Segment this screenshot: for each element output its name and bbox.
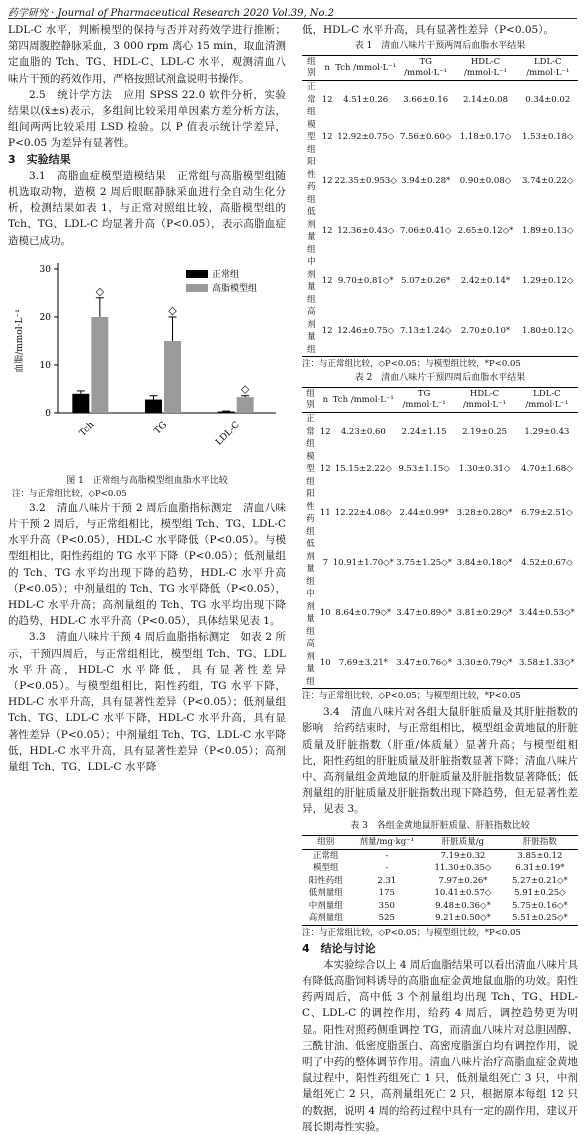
table-cell: 7.13±1.24◇ <box>399 325 452 336</box>
table-cell: 12 <box>321 175 333 186</box>
table-cell: 8.64±0.79◇* <box>335 607 392 618</box>
table-cell: 模型组 <box>312 863 339 874</box>
figure-note: 注：与正常组比较，◇P<0.05 <box>12 488 127 499</box>
table-cell: 高剂量组 <box>308 913 343 924</box>
bar <box>164 341 181 413</box>
table-cell: 3.66±0.16 <box>403 94 449 105</box>
table-cell: 模型组 <box>306 451 315 487</box>
table-row <box>302 638 578 689</box>
section-3-4: 3.4 清血八味片对各组大鼠肝脏质量及其肝脏指数的影响 给药结束时，与正常组相比，模型组金黄地鼠的肝脏质量及肝脏指数（肝重/体质量）显著升高；与模型组相比，阳性药组的肝脏质量及肝脏指数显著下降；清血八味片中、高剂量组金黄地鼠的肝脏质量及肝脏指数显著降低；低剂量组的肝脏质量及肝脏指数出现下降趋势，但无显著性差异，见表 3。 <box>302 706 578 816</box>
table-cell: 12 <box>319 426 331 437</box>
table-cell: 2.65±0.12◇* <box>457 225 514 236</box>
table-cell: - <box>385 863 389 874</box>
bar <box>145 399 162 412</box>
table-cell: 9.53±1.15◇ <box>398 464 450 475</box>
table-cell: 4.51±0.26 <box>343 94 389 105</box>
table-cell: 1.80±0.12◇ <box>521 325 574 336</box>
table-cell: 3.74±0.22◇ <box>521 175 574 186</box>
table-cell: 12.46±0.75◇ <box>337 325 395 336</box>
table-header-cell: Tch /mmol·L⁻¹ <box>332 394 394 405</box>
table-1 <box>302 55 578 357</box>
table-cell: 9.21±0.50◇* <box>435 913 491 924</box>
table-cell: 正常组 <box>306 414 315 450</box>
heading-conclusion: 4 结论与讨论 <box>302 941 376 955</box>
table-cell: 3.81±0.29◇* <box>456 607 513 618</box>
table-cell: 2.19±0.25 <box>462 426 508 437</box>
table-cell: 4.23±0.60 <box>340 426 386 437</box>
table-row <box>302 588 578 638</box>
table-row <box>302 206 578 256</box>
table-cell: 7 <box>322 557 329 568</box>
table-header-cell: HDL-C /mmol·L⁻¹ <box>463 389 507 411</box>
table-header-cell: TG /mmol·L⁻¹ <box>404 57 448 79</box>
paragraph-continued: 低，HDL-C 水平升高，具有显著性差异（P<0.05）。 <box>302 24 554 36</box>
table-cell: 3.84±0.18◇* <box>456 557 513 568</box>
table-cell: 10.91±1.70◇* <box>332 557 394 568</box>
table-cell: 3.44±0.53◇* <box>519 607 575 618</box>
table-header-cell: 剂量/mg·kg⁻¹ <box>359 836 415 847</box>
table-row <box>302 306 578 357</box>
table-cell: 2.31 <box>377 875 397 886</box>
table-row <box>302 81 578 119</box>
table-cell: 7.56±0.60◇ <box>399 132 452 143</box>
table-cell: 中剂量组 <box>307 257 316 305</box>
bar <box>237 397 254 413</box>
table-row <box>302 119 578 157</box>
table-cell: 中剂量组 <box>308 900 343 911</box>
table-cell: 3.47±0.76◇* <box>396 657 452 668</box>
table-cell: 12.92±0.75◇ <box>337 132 395 143</box>
table-cell: 5.51±0.25◇* <box>512 913 568 924</box>
legend-swatch <box>186 284 208 292</box>
table-cell: 正常组 <box>312 850 339 861</box>
table-row <box>302 451 578 489</box>
table-row <box>302 488 578 538</box>
table-cell: 12 <box>321 325 333 336</box>
bar <box>72 394 89 413</box>
table-cell: 12 <box>321 275 333 286</box>
table-cell: 12 <box>321 225 333 236</box>
table-cell: 2.70±0.10* <box>460 325 511 336</box>
table-cell: 10.41±0.57◇ <box>434 888 492 899</box>
table-cell: 3.58±1.33◇* <box>519 657 575 668</box>
table-cell: 2.14±0.08 <box>463 94 508 105</box>
table-cell: 10 <box>319 607 331 618</box>
x-tick-label: TG <box>152 419 170 437</box>
table-header-cell: n <box>324 62 330 73</box>
table-cell: 7.97±0.26* <box>438 875 488 886</box>
table-cell: 5.07±0.26* <box>401 275 451 286</box>
table-cell: 525 <box>378 913 395 924</box>
table-row <box>302 413 578 451</box>
table-3-note: 注：与正常组比较，◇P<0.05；与模型组比较，*P<0.05 <box>302 927 521 938</box>
table-header-cell: 组别 <box>307 57 316 79</box>
table-row <box>302 900 578 913</box>
table-cell: 7.19±0.32 <box>440 850 486 861</box>
y-tick-label: 0 <box>45 408 51 419</box>
y-tick-label: 30 <box>39 264 51 275</box>
table-2-title: 表 2 清血八味片干预四周后血脂水平结果 <box>354 373 526 384</box>
table-cell: 2.44±0.99* <box>399 507 449 518</box>
heading-results: 3 实验结果 <box>8 152 71 166</box>
table-cell: 9.48±0.36◇* <box>435 900 491 911</box>
table-1-note: 注：与正常组比较，◇P<0.05；与模型组比较，*P<0.05 <box>302 359 521 370</box>
figure-1 <box>8 255 286 475</box>
table-cell: 1.89±0.13◇ <box>521 225 574 236</box>
figure-caption: 图 1 正常组与高脂模型组血脂水平比较 <box>66 475 228 486</box>
table-cell: 中剂量组 <box>306 589 315 637</box>
legend-label: 正常组 <box>212 269 240 280</box>
table-cell: 10 <box>319 657 331 668</box>
section-2-5-statistics: 2.5 统计学方法 应用 SPSS 22.0 软件分析，实验结果以(x̄±s)表示，多组间比较采用单因素方差分析方法，组间两两比较采用 LSD 检验。以 P 值表示统计学差异，P<0.05 为差异有显著性。 <box>8 88 286 150</box>
table-row <box>302 875 578 888</box>
table-3-title: 表 3 各组金黄地鼠肝脏质量、肝脏指数比较 <box>350 820 530 831</box>
table-header-cell: Tch /mmol·L⁻¹ <box>335 62 397 73</box>
table-cell: 15.15±2.22◇ <box>334 464 392 475</box>
table-row <box>302 862 578 875</box>
table-cell: 12.36±0.43◇ <box>337 225 395 236</box>
table-cell: 3.30±0.79◇* <box>456 657 513 668</box>
conclusion-text: 本实验综合以上 4 周后血脂结果可以看出清血八味片具有降低高脂饲料诱导的高脂血症金黄地鼠血脂的功效。阳性药两周后，高中低 3 个剂量组均出现 Tch、TG、HDL-C、LDL-C 的调控作用，给药 4 周后，调控趋势更为明显。阳性对照药侧重调控 TG，而清血八味片对总胆固醇、三酰甘油、低密度脂蛋白、高密度脂蛋白均有调控作用，说明了中药的整体调节作用。清血八味片治疗高脂血症金黄地鼠过程中，阳性药组死亡 1 只，低剂量组死亡 3 只，中剂量组死亡 2 只，高剂量组死亡 2 只，根据原本每组 12 只的数据，说明 4 周的给药过程中具有一定的副作用，建议开展长期毒性实验。 <box>302 958 578 1133</box>
x-tick-label: Tch <box>77 419 97 439</box>
left-column <box>8 22 286 775</box>
table-cell: 低剂量组 <box>307 207 316 255</box>
table-cell: 175 <box>378 888 395 899</box>
table-row <box>302 849 578 862</box>
table-cell: 1.29±0.43 <box>524 426 570 437</box>
table-cell: 4.52±0.67◇ <box>521 557 573 568</box>
table-header-cell: 肝脏指数 <box>522 836 557 847</box>
table-cell: 高剂量组 <box>307 307 316 355</box>
table-cell: 5.27±0.21◇* <box>512 875 568 886</box>
running-header: 药学研究 · Journal of Pharmaceutical Research 2020 Vol.39, No.2 <box>8 8 334 19</box>
table-header-cell: LDL-C /mmol·L⁻¹ <box>526 57 570 79</box>
table-cell: 7.06±0.41◇ <box>399 225 452 236</box>
table-row <box>302 538 578 588</box>
table-cell: 6.31±0.19* <box>515 863 565 874</box>
table-cell: 11 <box>319 507 331 518</box>
bar <box>91 317 108 413</box>
table-1-title: 表 1 清血八味片干预两周后血脂水平结果 <box>354 41 526 52</box>
table-cell: 5.75±0.16◇* <box>512 900 568 911</box>
table-cell: 阳性药组 <box>307 157 316 205</box>
table-cell: 12.22±4.08◇ <box>334 507 392 518</box>
table-3 <box>302 835 578 926</box>
table-cell: 1.30±0.31◇ <box>458 464 511 475</box>
table-row <box>302 256 578 306</box>
bar-chart <box>8 255 286 475</box>
bar <box>218 411 235 412</box>
table-row <box>302 912 578 925</box>
legend-label: 高脂模型组 <box>212 283 258 294</box>
table-cell: 0.90±0.08◇ <box>459 175 512 186</box>
table-cell: 阳性药组 <box>308 875 343 886</box>
table-cell: 阳性药组 <box>306 489 315 537</box>
table-cell: 正常组 <box>307 82 316 118</box>
table-cell: 0.34±0.02 <box>525 94 571 105</box>
table-cell: 3.94±0.28* <box>401 175 451 186</box>
table-cell: 3.47±0.89◇* <box>396 607 452 618</box>
table-cell: 3.85±0.12 <box>517 850 563 861</box>
table-header-cell: HDL-C /mmol·L⁻¹ <box>463 57 508 79</box>
table-header-cell: 组别 <box>306 389 315 411</box>
section-3-2: 3.2 清血八味片干预 2 周后血脂指标测定 清血八味片干预 2 周后，与正常组相比，模型组 Tch、TG、LDL-C 水平升高（P<0.05），HDL-C 水平降低（P<0.05）。与模型组相比，阳性药组的 TG 水平下降（P<0.05）；低剂量组的 Tch、TG 水平均出现下降的趋势，HDL-C 水平升高（P<0.05）；中剂量组的 Tch、TG 水平降低（P<0.05），HDL-C 水平升高；高剂量组的 Tch、TG 水平均出现下降的趋势，HDL-C 水平升高（P<0.05），具体结果见表 1。 <box>8 501 286 628</box>
x-tick-label: LDL-C <box>214 419 242 448</box>
table-cell: 1.29±0.12◇ <box>521 275 574 286</box>
significance-marker: ◇ <box>240 382 250 396</box>
table-cell: 模型组 <box>307 119 316 155</box>
table-cell: 9.70±0.81◇* <box>337 275 394 286</box>
y-axis-label: 血脂/mmol·L⁻¹ <box>15 309 25 373</box>
y-tick-label: 20 <box>39 312 51 323</box>
section-3-3: 3.3 清血八味片干预 4 周后血脂指标测定 如表 2 所示，干预四周后，与正常组相比，模型组 Tch、TG、LDL 水平升高，HDL-C 水平降低，具有显著性差异（P<0.05）。与模型组相比，阳性药组，TG 水平下降，HDL-C 水平升高，具有显著性差异（P<0.05）；低剂量组 Tch、TG、LDL-C 水平下降，HDL-C 水平升高，具有显著性差异（P<0.05）；中剂量组 Tch、TG、LDL-C 水平降低，HDL-C 水平升高，具有显著性差异（P<0.05）；高剂量组 Tch、TG、LDL-C 水平降 <box>8 631 286 774</box>
table-cell: 3.28±0.28◇* <box>456 507 513 518</box>
section-3-1: 3.1 高脂血症模型造模结果 正常组与高脂模型组随机选取动物，造模 2 周后眼眶静脉采血进行全自动生化分析，检测结果如表 1，与正常对照组比较，高脂模型组的 Tch、TG、LDL-C 均显著升高（P<0.05），表示高脂血症造模已成功。 <box>8 169 286 247</box>
y-tick-label: 10 <box>39 360 51 371</box>
header-rule <box>8 18 577 19</box>
table-cell: 22.35±0.953◇ <box>334 175 397 186</box>
table-header-cell: TG /mmol·L⁻¹ <box>402 389 446 411</box>
legend-swatch <box>186 270 208 278</box>
table-cell: 11.30±0.35◇ <box>434 863 492 874</box>
table-header-cell: 肝脏质量/g <box>441 836 485 847</box>
table-cell: 12 <box>319 464 331 475</box>
table-cell: 3.75±1.25◇* <box>396 557 452 568</box>
table-cell: 1.53±0.18◇ <box>521 132 574 143</box>
table-cell: - <box>385 850 389 861</box>
table-cell: 2.42±0.14* <box>460 275 511 286</box>
table-row <box>302 887 578 900</box>
table-cell: 低剂量组 <box>306 539 315 587</box>
table-cell: 5.91±0.25◇ <box>514 888 566 899</box>
table-2 <box>302 387 578 689</box>
table-cell: 1.18±0.17◇ <box>459 132 512 143</box>
table-cell: 低剂量组 <box>308 888 343 899</box>
significance-marker: ◇ <box>95 284 105 298</box>
table-2-note: 注：与正常组比较，◇P<0.05；与模型组比较，*P<0.05 <box>302 691 521 702</box>
table-cell: 7.69±3.21* <box>338 657 388 668</box>
table-header-cell: n <box>322 394 329 405</box>
significance-marker: ◇ <box>168 303 177 317</box>
table-cell: 12 <box>321 94 333 105</box>
table-cell: 350 <box>378 900 395 911</box>
table-cell: 高剂量组 <box>306 639 315 687</box>
table-cell: 4.70±1.68◇ <box>521 464 573 475</box>
right-column <box>302 22 578 1135</box>
table-header-cell: 组别 <box>317 836 335 847</box>
table-cell: 2.24±1.15 <box>401 426 447 437</box>
table-cell: 6.79±2.51◇ <box>521 507 573 518</box>
table-header-cell: LDL-C /mmol·L⁻¹ <box>525 389 569 411</box>
table-row <box>302 156 578 206</box>
table-cell: 12 <box>321 132 333 143</box>
paragraph-method-end: LDL-C 水平，判断模型的保持与否并对药效学进行推断；第四周腹腔静脉采血，3 000 rpm 离心 15 min，取血清测定血脂的 Tch、TG、HDL-C、LDL-C 水平，观测清血八味片干预的药效作用，严格按照试剂盒说明书操作。 <box>8 24 286 85</box>
